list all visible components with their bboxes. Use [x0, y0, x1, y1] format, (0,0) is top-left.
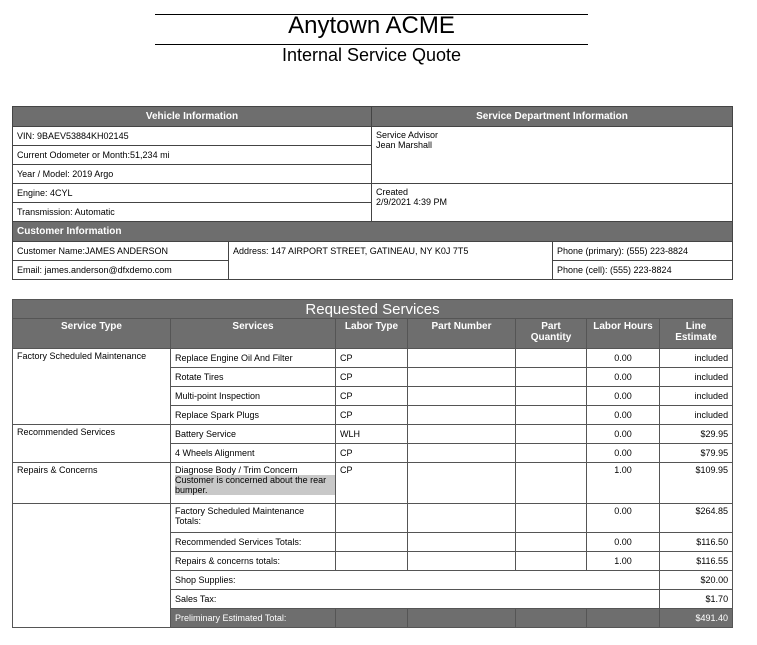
engine: Engine: 4CYL [13, 184, 372, 203]
created-label: Created [376, 187, 409, 197]
service-name: Battery Service [171, 425, 336, 444]
vin: VIN: 9BAEV53884KH02145 [13, 127, 372, 146]
line-estimate: included [660, 368, 733, 387]
column-header-row [13, 319, 733, 349]
service-type-cell: Repairs & Concerns [13, 463, 171, 504]
part-number [408, 349, 516, 368]
part-quantity [516, 463, 587, 504]
labor-hours: 0.00 [587, 349, 660, 368]
totals-estimate: $264.85 [660, 504, 733, 533]
line-estimate: included [660, 349, 733, 368]
part-quantity [516, 349, 587, 368]
table-row [13, 349, 733, 368]
labor-type: CP [336, 349, 408, 368]
totals-label: Factory Scheduled Maintenance Totals: [171, 504, 336, 533]
document-title: Internal Service Quote [281, 45, 462, 65]
table-row [13, 425, 733, 444]
col-service-type: Service Type [13, 319, 171, 349]
totals-estimate: $116.55 [660, 552, 733, 571]
col-line-estimate: Line Estimate [660, 319, 733, 349]
table-row [13, 463, 733, 504]
totals-hours: 1.00 [587, 552, 660, 571]
labor-type: CP [336, 368, 408, 387]
col-labor-hours: Labor Hours [587, 319, 660, 349]
empty-cell [336, 609, 408, 628]
labor-type: CP [336, 463, 408, 504]
service-name: Multi-point Inspection [171, 387, 336, 406]
empty-cell [408, 533, 516, 552]
labor-hours: 0.00 [587, 368, 660, 387]
part-number [408, 463, 516, 504]
labor-type: CP [336, 387, 408, 406]
totals-blank-cell [13, 504, 171, 628]
odometer: Current Odometer or Month:51,234 mi [13, 146, 372, 165]
line-estimate: included [660, 387, 733, 406]
service-name: Diagnose Body / Trim Concern [175, 465, 298, 475]
part-quantity [516, 425, 587, 444]
empty-cell [336, 504, 408, 533]
labor-type: WLH [336, 425, 408, 444]
service-advisor-label: Service Advisor [376, 130, 439, 140]
totals-label: Shop Supplies: [171, 571, 660, 590]
services-table [12, 299, 733, 628]
totals-estimate: $116.50 [660, 533, 733, 552]
service-dept-heading: Service Department Information [372, 107, 733, 127]
line-estimate: included [660, 406, 733, 425]
empty-cell [336, 533, 408, 552]
service-type-cell: Recommended Services [13, 425, 171, 463]
col-services: Services [171, 319, 336, 349]
empty-cell [516, 552, 587, 571]
part-quantity [516, 368, 587, 387]
info-table [12, 106, 733, 280]
totals-hours: 0.00 [587, 533, 660, 552]
customer-address: Address: 147 AIRPORT STREET, GATINEAU, NY K0J 7T5 [229, 242, 553, 280]
totals-label: Recommended Services Totals: [171, 533, 336, 552]
created-value: 2/9/2021 4:39 PM [376, 197, 448, 207]
customer-info-heading: Customer Information [13, 222, 733, 242]
part-number [408, 444, 516, 463]
service-name: Rotate Tires [171, 368, 336, 387]
grand-total-estimate: $491.40 [660, 609, 733, 628]
part-quantity [516, 406, 587, 425]
part-quantity [516, 444, 587, 463]
line-estimate: $79.95 [660, 444, 733, 463]
created-cell [372, 184, 733, 222]
line-estimate: $109.95 [660, 463, 733, 504]
part-number [408, 425, 516, 444]
company-name: Anytown ACME [288, 12, 455, 39]
service-name: Replace Spark Plugs [171, 406, 336, 425]
empty-cell [516, 504, 587, 533]
service-advisor-cell [372, 127, 733, 184]
service-note: Customer is concerned about the rear bumper. [175, 475, 335, 495]
labor-type: CP [336, 406, 408, 425]
empty-cell [408, 552, 516, 571]
vehicle-info-heading: Vehicle Information [13, 107, 372, 127]
part-number [408, 387, 516, 406]
col-labor-type: Labor Type [336, 319, 408, 349]
col-part-quantity: Part Quantity [516, 319, 587, 349]
col-part-number: Part Number [408, 319, 516, 349]
empty-cell [587, 609, 660, 628]
totals-label: Sales Tax: [171, 590, 660, 609]
phone-cell: Phone (cell): (555) 223-8824 [553, 261, 733, 280]
empty-cell [336, 552, 408, 571]
totals-estimate: $1.70 [660, 590, 733, 609]
labor-hours: 0.00 [587, 425, 660, 444]
part-quantity [516, 387, 587, 406]
part-number [408, 406, 516, 425]
empty-cell [408, 504, 516, 533]
customer-email: Email: james.anderson@dfxdemo.com [13, 261, 229, 280]
empty-cell [516, 609, 587, 628]
year-model: Year / Model: 2019 Argo [13, 165, 372, 184]
labor-hours: 0.00 [587, 444, 660, 463]
requested-services-banner: Requested Services [13, 300, 733, 319]
totals-estimate: $20.00 [660, 571, 733, 590]
empty-cell [408, 609, 516, 628]
service-name: Replace Engine Oil And Filter [171, 349, 336, 368]
labor-hours: 1.00 [587, 463, 660, 504]
totals-hours: 0.00 [587, 504, 660, 533]
service-name: 4 Wheels Alignment [171, 444, 336, 463]
phone-primary: Phone (primary): (555) 223-8824 [553, 242, 733, 261]
labor-hours: 0.00 [587, 387, 660, 406]
service-advisor-name: Jean Marshall [376, 140, 433, 150]
labor-type: CP [336, 444, 408, 463]
grand-total-label: Preliminary Estimated Total: [171, 609, 336, 628]
line-estimate: $29.95 [660, 425, 733, 444]
service-name-cell [171, 463, 336, 504]
totals-label: Repairs & concerns totals: [171, 552, 336, 571]
part-number [408, 368, 516, 387]
totals-row [13, 504, 733, 533]
customer-name: Customer Name:JAMES ANDERSON [13, 242, 229, 261]
empty-cell [516, 533, 587, 552]
transmission: Transmission: Automatic [13, 203, 372, 222]
labor-hours: 0.00 [587, 406, 660, 425]
service-type-cell: Factory Scheduled Maintenance [13, 349, 171, 425]
